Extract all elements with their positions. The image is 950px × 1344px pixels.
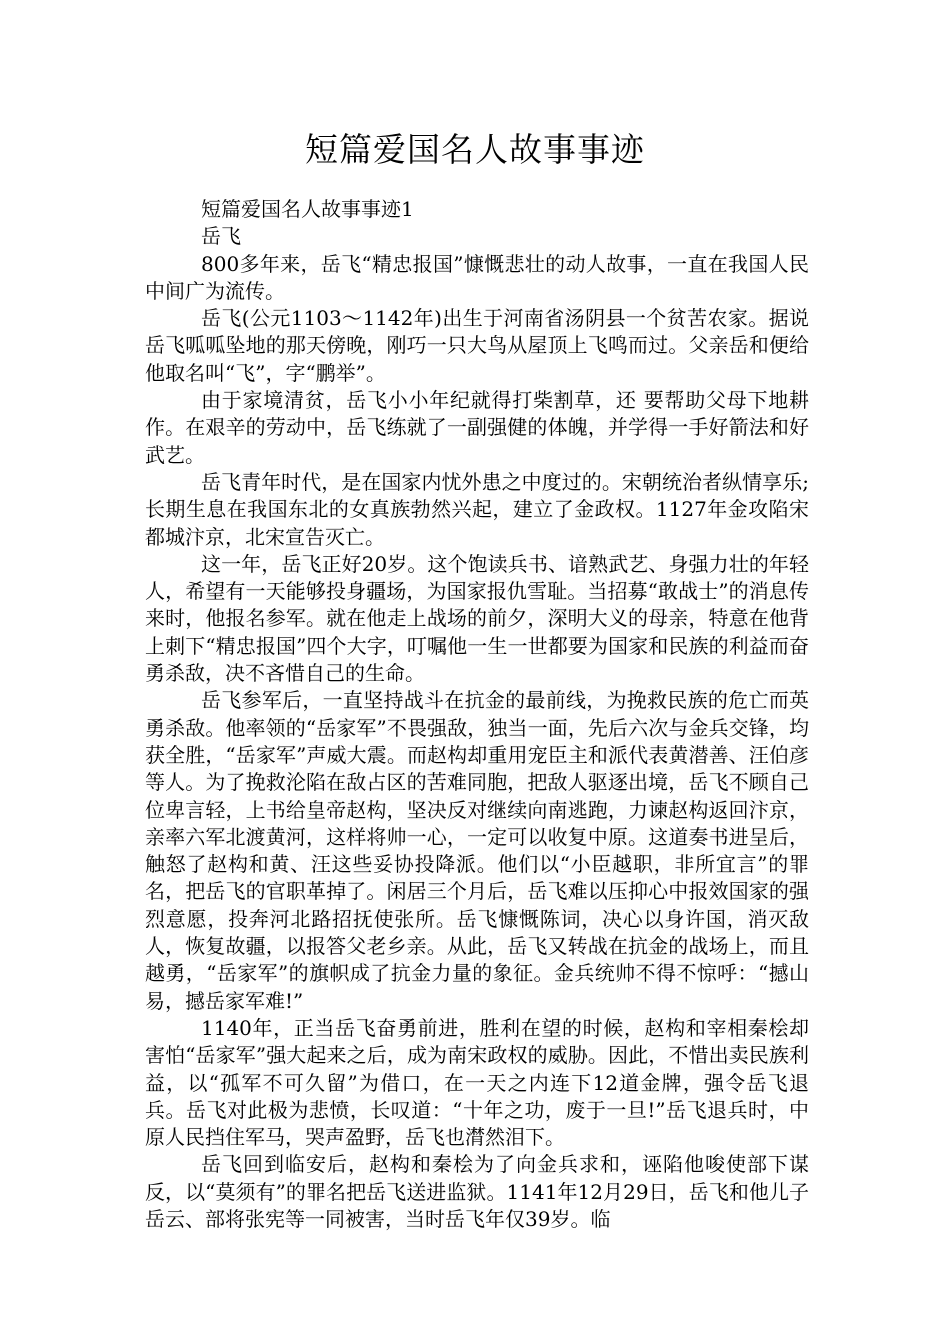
paragraph: 1140年，正当岳飞奋勇前进，胜利在望的时候，赵构和宰相秦桧却害怕“岳家军”强大起来之后，成为南宋政权的威胁。因此，不惜出卖民族利益，以“孤军不可久留”为借口，在一天之内连下12道金牌，强令岳飞退兵。岳飞对此极为悲愤，长叹道：“十年之功，废于一旦!”岳飞退兵时，中原人民挡住军马，哭声盈野，岳飞也潸然泪下。 bbox=[145, 1015, 809, 1150]
paragraph: 这一年，岳飞正好20岁。这个饱读兵书、谙熟武艺、身强力壮的年轻人，希望有一天能够投身疆场，为国家报仇雪耻。当招募“敢战士”的消息传来时，他报名参军。就在他走上战场的前夕，深明大义的母亲，特意在他背上刺下“精忠报国”四个大字，叮嘱他一生一世都要为国家和民族的利益而奋勇杀敌，决不吝惜自己的生命。 bbox=[145, 551, 809, 686]
document-title: 短篇爱国名人故事事迹 bbox=[305, 130, 645, 169]
paragraph: 岳飞青年时代，是在国家内忧外患之中度过的。宋朝统治者纵情享乐;长期生息在我国东北的女真族勃然兴起，建立了金政权。1127年金攻陷宋都城汴京，北宋宣告灭亡。 bbox=[145, 469, 809, 549]
paragraph: 岳飞回到临安后，赵构和秦桧为了向金兵求和，诬陷他唆使部下谋反，以“莫须有”的罪名把岳飞送进监狱。1141年12月29日，岳飞和他儿子岳云、部将张宪等一同被害，当时岳飞年仅39岁。临 bbox=[145, 1152, 809, 1231]
paragraph: 岳飞(公元1103～1142年)出生于河南省汤阴县一个贫苦农家。据说岳飞呱呱坠地的那天傍晚，刚巧一只大鸟从屋顶上飞鸣而过。父亲岳和便给他取名叫“飞”，字“鹏举”。 bbox=[145, 306, 809, 385]
paragraph: 800多年来，岳飞“精忠报国”慷慨悲壮的动人故事，一直在我国人民中间广为流传。 bbox=[145, 251, 809, 303]
paragraph: 岳飞参军后，一直坚持战斗在抗金的最前线，为挽救民族的危亡而英勇杀敌。他率领的“岳家军”不畏强敌，独当一面，先后六次与金兵交锋，均获全胜，“岳家军”声威大震。而赵构却重用宠臣主和派代表黄潜善、汪伯彦等人。为了挽救沦陷在敌占区的苦难同胞，把敌人驱逐出境，岳飞不顾自己位卑言轻，上书给皇帝赵构，坚决反对继续向南逃跑，力谏赵构返回汴京，亲率六军北渡黄河，这样将帅一心，一定可以收复中原。这道奏书进呈后，触怒了赵构和黄、汪这些妥协投降派。他们以“小臣越职，非所宜言”的罪名，把岳飞的官职革掉了。闲居三个月后，岳飞难以压抑心中报效国家的强烈意愿，投奔河北路招抚使张所。岳飞慷慨陈词，决心以身许国，消灭敌人，恢复故疆，以报答父老乡亲。从此，岳飞又转战在抗金的战场上，而且越勇，“岳家军”的旗帜成了抗金力量的象征。金兵统帅不得不惊呼：“撼山易，撼岳家军难!” bbox=[145, 688, 809, 1013]
paragraph: 由于家境清贫，岳飞小小年纪就得打柴割草，还 要帮助父母下地耕作。在艰辛的劳动中，岳飞练就了一副强健的体魄，并学得一手好箭法和好武艺。 bbox=[145, 388, 809, 467]
section-heading: 短篇爱国名人故事事迹1 bbox=[201, 197, 414, 221]
document-body bbox=[145, 196, 809, 1233]
person-name: 岳飞 bbox=[201, 224, 241, 249]
